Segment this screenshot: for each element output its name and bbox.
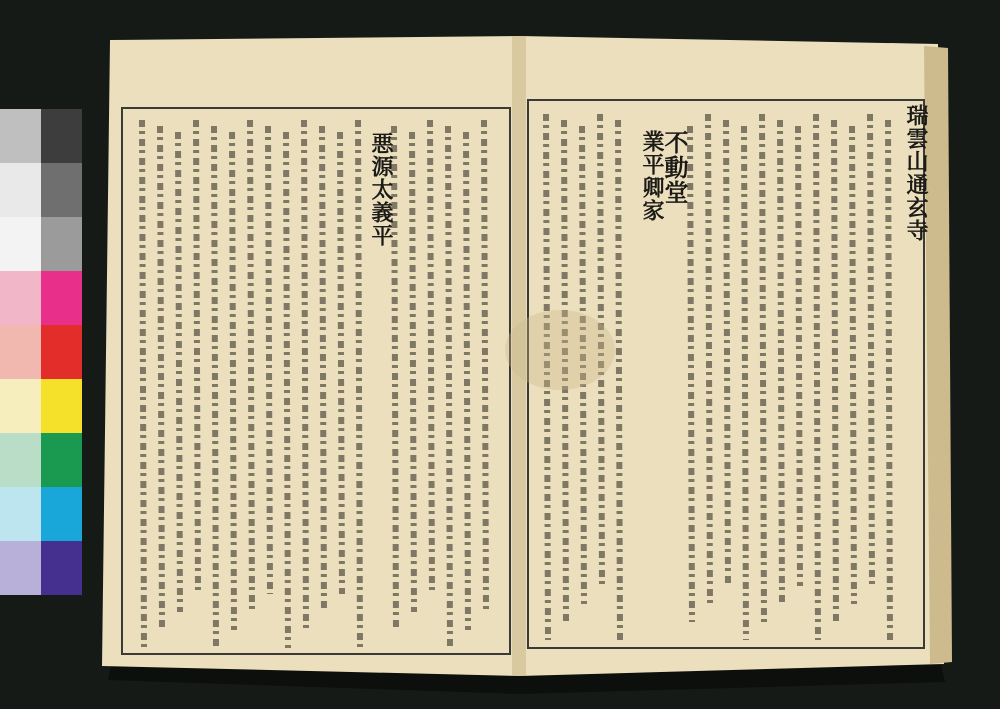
text-column xyxy=(618,120,620,640)
book xyxy=(102,36,952,694)
heading-zuiunzan-tsugenji: 瑞雲山通玄寺 xyxy=(903,104,929,242)
right-page-stain xyxy=(505,310,615,390)
heading-fudo-do: 不動堂 xyxy=(660,130,689,205)
color-calibration-card xyxy=(0,109,82,595)
color-swatch xyxy=(0,379,41,433)
text-column xyxy=(340,132,342,594)
color-swatch xyxy=(0,109,41,163)
color-swatch xyxy=(41,109,82,163)
color-swatch xyxy=(41,433,82,487)
color-swatch xyxy=(41,217,82,271)
color-swatch xyxy=(0,217,41,271)
color-swatch xyxy=(41,163,82,217)
color-swatch xyxy=(41,487,82,541)
heading-narihira-kyo-ie: 業平卿家 xyxy=(639,130,665,222)
color-swatch xyxy=(0,325,41,379)
color-swatch xyxy=(0,271,41,325)
color-swatch xyxy=(0,163,41,217)
color-swatch xyxy=(41,325,82,379)
color-swatch xyxy=(41,271,82,325)
color-swatch xyxy=(0,433,41,487)
color-swatch xyxy=(0,541,41,595)
color-swatch xyxy=(41,541,82,595)
text-column xyxy=(888,120,890,640)
heading-akugenta-yoshihira: 悪源太義平 xyxy=(368,132,394,247)
left-page xyxy=(102,36,520,676)
color-swatch xyxy=(0,487,41,541)
color-swatch xyxy=(41,379,82,433)
